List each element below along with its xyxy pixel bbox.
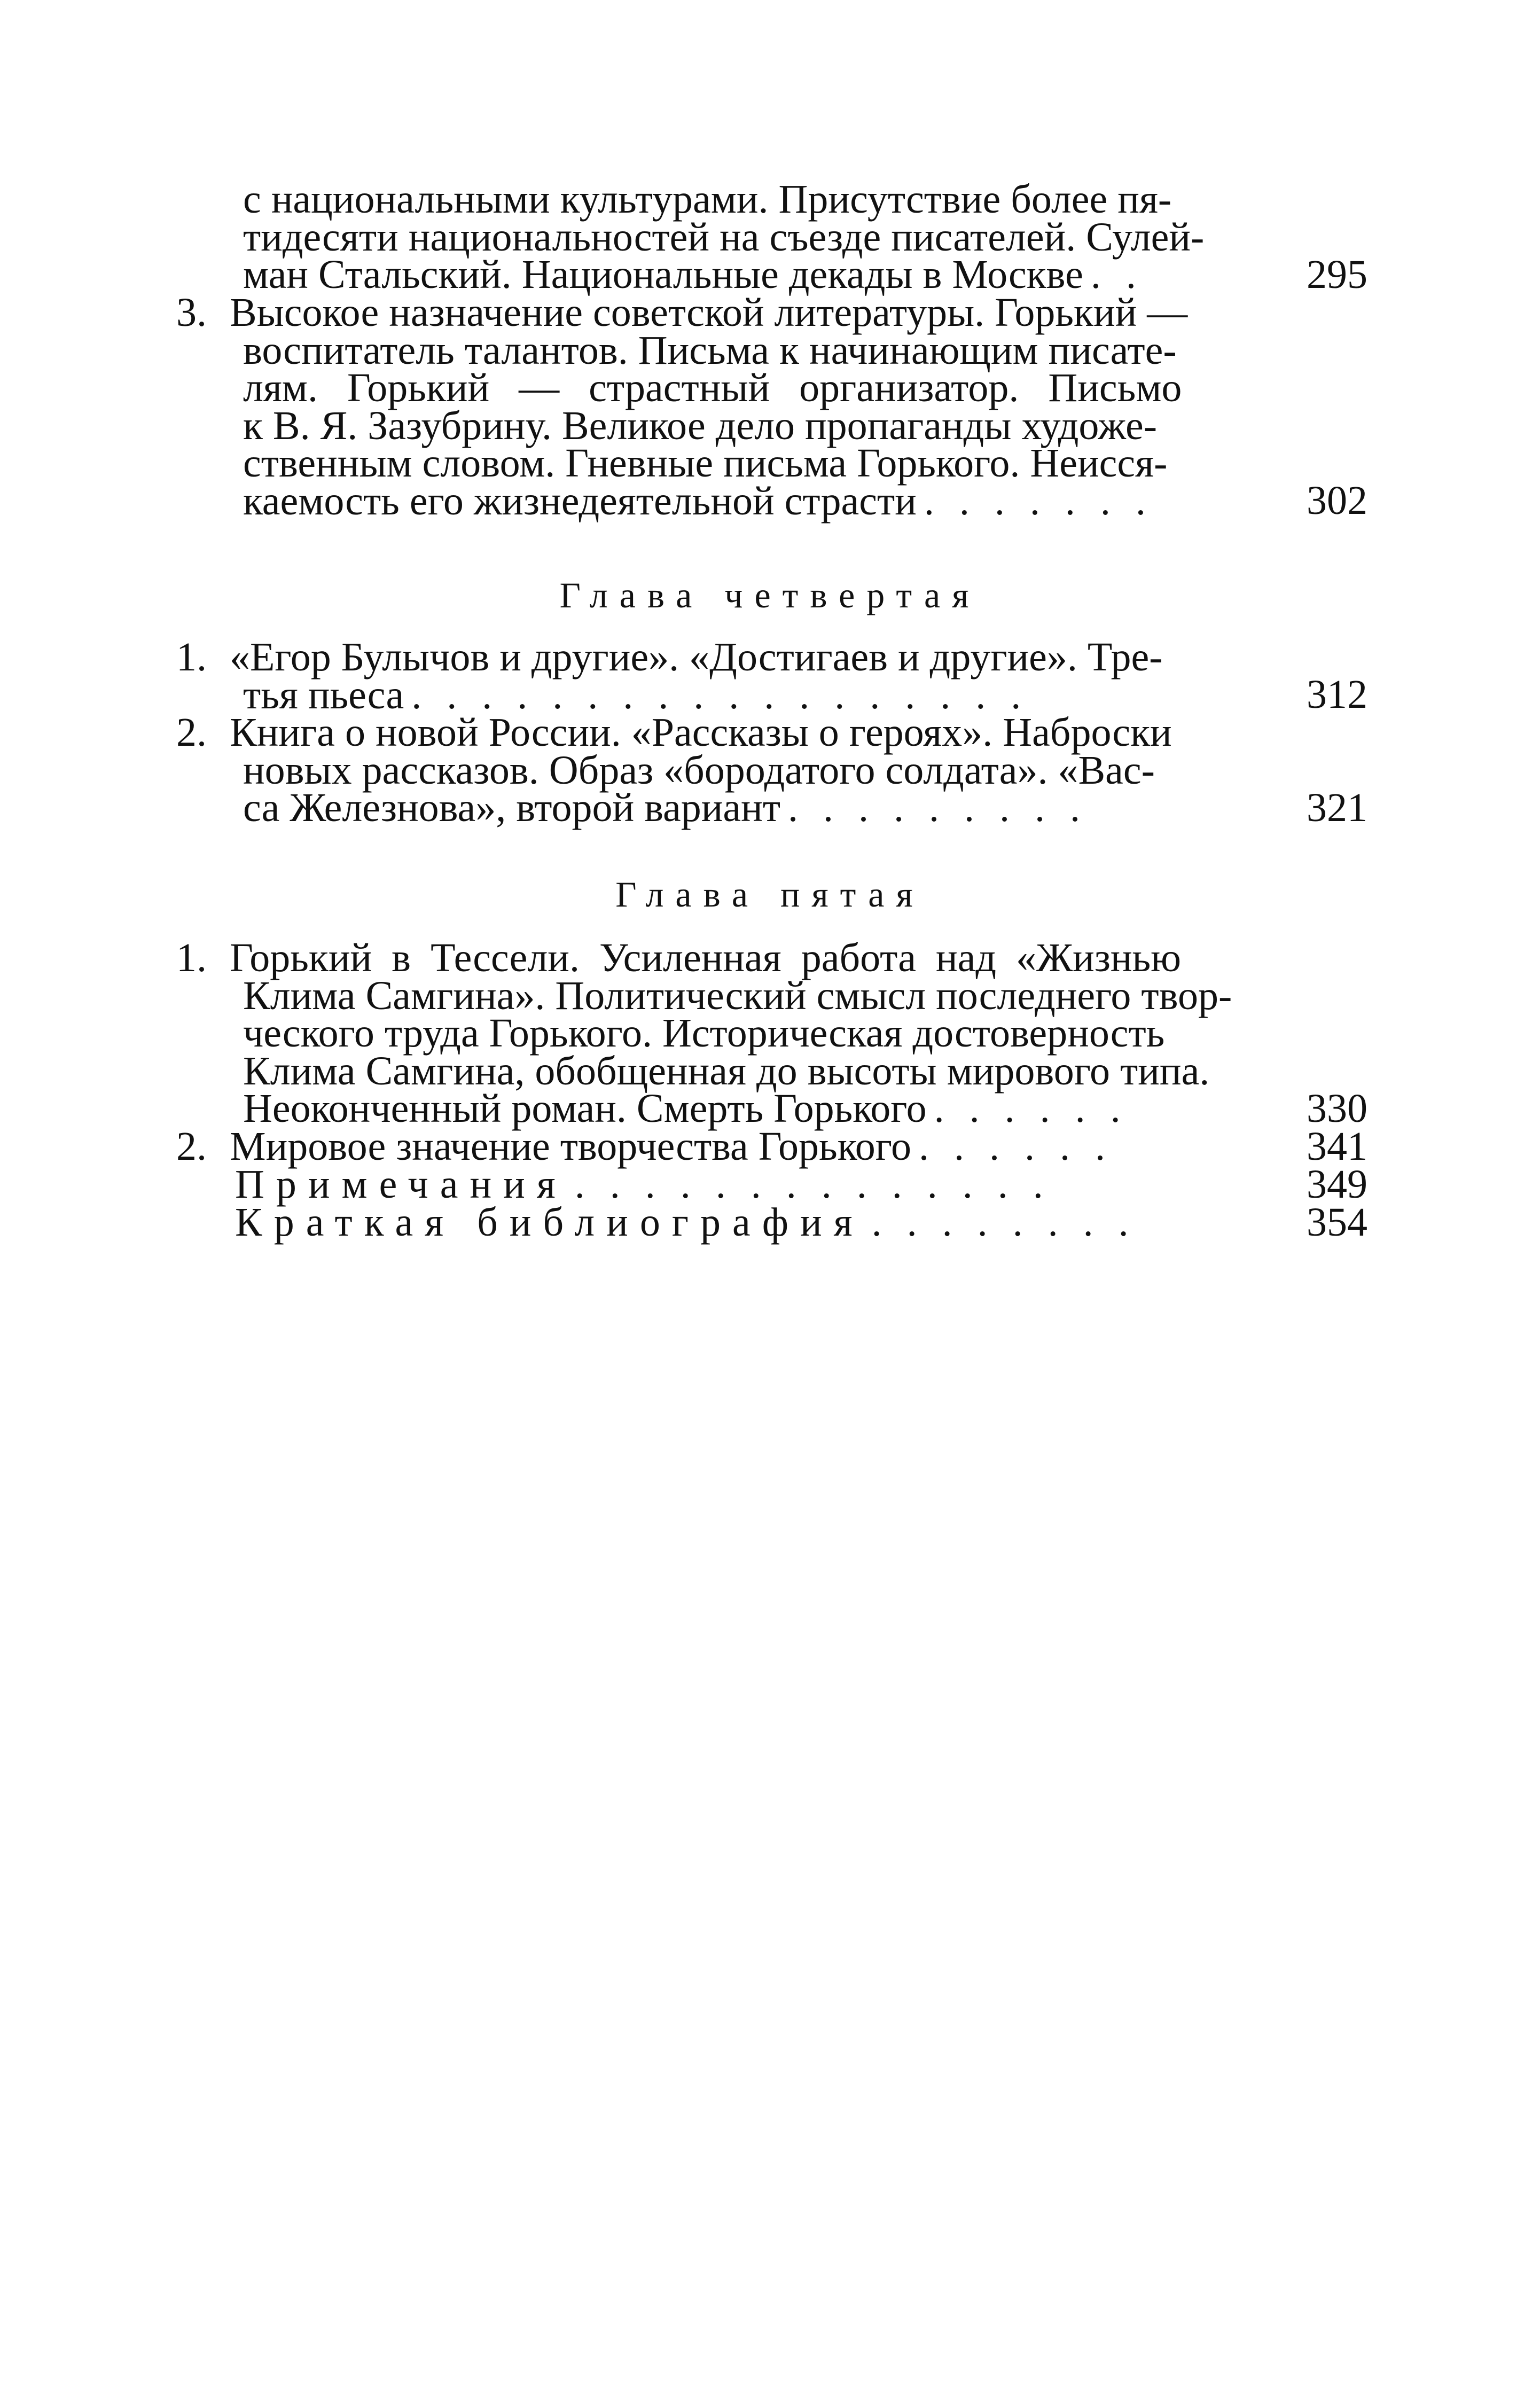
- toc-entry-text-line: Высокое назначение советской литературы. Горький —: [230, 290, 1188, 335]
- toc-entry: [176, 635, 1367, 717]
- toc-leader-dots: . . . . . .: [934, 1090, 1128, 1128]
- toc-entry-number: 2.: [176, 710, 207, 755]
- toc-page-number: 341: [1307, 1124, 1367, 1169]
- toc-page-number: 295: [1307, 252, 1367, 297]
- toc-entry: [176, 710, 1367, 830]
- toc-entry-text-line: Клима Самгина». Политический смысл последнего твор-: [243, 973, 1232, 1018]
- chapter-heading: Глава пятая: [615, 874, 925, 915]
- toc-entry-notes: [176, 1162, 1367, 1207]
- toc-entry-text-line: «Егор Булычов и другие». «Достигаев и другие». Тре-: [230, 635, 1163, 680]
- toc-entry-text-line: лям. Горький — страстный организатор. Письмо: [243, 365, 1182, 410]
- toc-entry-text-line: Неоконченный роман. Смерть Горького: [243, 1086, 927, 1131]
- toc-leader-dots: . . . . . . . .: [871, 1204, 1136, 1241]
- toc-entry-text-line: новых рассказов. Образ «бородатого солдата». «Вас-: [243, 747, 1155, 793]
- toc-page-number: 302: [1307, 478, 1367, 523]
- toc-entry-text-line: Клима Самгина, обобщенная до высоты мирового типа.: [243, 1048, 1210, 1094]
- toc-entry-text-line: ственным словом. Гневные письма Горького. Неисся-: [243, 441, 1168, 486]
- toc-entry-text-line: Книга о новой России. «Рассказы о героях». Наброски: [230, 710, 1172, 755]
- toc-page-number: 349: [1307, 1162, 1367, 1207]
- toc-entry-number: 3.: [176, 290, 207, 335]
- toc-leader-dots: . . . . . . .: [924, 482, 1153, 520]
- toc-entry-text-line: тья пьеса: [243, 672, 404, 717]
- toc-entry-text-line: са Железнова», второй вариант: [243, 785, 781, 830]
- toc-entry-text-line: Примечания: [235, 1162, 567, 1207]
- toc-entry-bibliography: [176, 1200, 1367, 1245]
- toc-page-number: 354: [1307, 1200, 1367, 1245]
- toc-entry: [176, 290, 1367, 524]
- toc-leader-dots: . . . . . .: [919, 1128, 1113, 1166]
- toc-entry-text-line: ческого труда Горького. Историческая достоверность: [243, 1011, 1165, 1056]
- toc-entry-number: 1.: [176, 635, 207, 680]
- toc-page-number: 321: [1307, 785, 1367, 830]
- toc-leader-dots: . . . . . . . . .: [788, 789, 1088, 827]
- toc-entry-number: 1.: [176, 935, 207, 980]
- toc-leader-dots: . .: [1090, 256, 1144, 294]
- toc-leader-dots: . . . . . . . . . . . . . .: [574, 1166, 1051, 1204]
- toc-entry: [176, 1124, 1367, 1169]
- toc-entry: [176, 935, 1367, 1131]
- toc-entry-continuation: [176, 177, 1367, 297]
- toc-page-number: 312: [1307, 672, 1367, 717]
- toc-entry-text-line: ман Стальский. Национальные декады в Москве: [243, 252, 1083, 297]
- toc-leader-dots: . . . . . . . . . . . . . . . . . .: [411, 676, 1029, 714]
- toc-entry-number: 2.: [176, 1124, 207, 1169]
- toc-entry-text-line: каемость его жизнедеятельной страсти: [243, 478, 917, 524]
- toc-entry-text-line: Краткая библиография: [235, 1200, 864, 1245]
- toc-entry-text-line: тидесяти национальностей на съезде писателей. Сулей-: [243, 214, 1205, 260]
- toc-entry-text-line: воспитатель талантов. Письма к начинающим писате-: [243, 327, 1177, 373]
- chapter-heading: Глава четвертая: [559, 575, 981, 615]
- toc-entry-text-line: к В. Я. Зазубрину. Великое дело пропаганды художе-: [243, 403, 1158, 448]
- toc-entry-text-line: Горький в Тессели. Усиленная работа над «Жизнью: [230, 935, 1181, 980]
- toc-entry-text-line: Мировое значение творчества Горького: [230, 1124, 912, 1169]
- toc-page-number: 330: [1307, 1086, 1367, 1131]
- toc-entry-text-line: с национальными культурами. Присутствие более пя-: [243, 177, 1172, 222]
